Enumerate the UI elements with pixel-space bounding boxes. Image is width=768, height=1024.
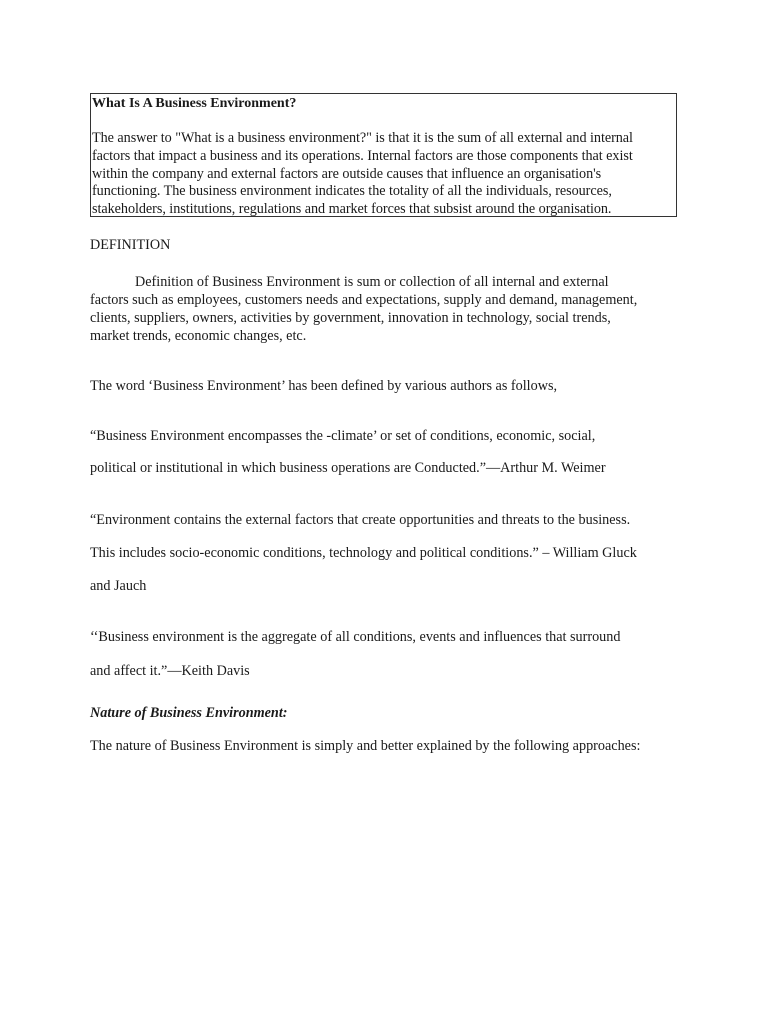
intro-box-line: factors that impact a business and its operations. Internal factors are those components that exist (92, 147, 633, 164)
intro-box-line: within the company and external factors are outside causes that influence an organisation's (92, 165, 602, 182)
intro-box (90, 93, 677, 217)
quote-davis-line-2: and affect it.”—Keith Davis (90, 663, 250, 679)
nature-body: The nature of Business Environment is simply and better explained by the following approaches: (90, 738, 641, 754)
definition-line: market trends, economic changes, etc. (90, 328, 307, 344)
quote-davis-line-1: ‘‘Business environment is the aggregate of all conditions, events and influences that surround (90, 629, 621, 645)
quote-weimer-line-1: “Business Environment encompasses the -climate’ or set of conditions, economic, social, (90, 428, 596, 444)
quote-weimer-line-2: political or institutional in which business operations are Conducted.”—Arthur M. Weimer (90, 460, 606, 476)
intro-box-line: stakeholders, institutions, regulations and market forces that subsist around the organisation. (92, 201, 612, 218)
quote-gluck-line-3: and Jauch (90, 578, 147, 594)
quote-gluck-line-1: “Environment contains the external factors that create opportunities and threats to the business. (90, 512, 631, 528)
intro-box-body (92, 130, 676, 219)
definition-line: factors such as employees, customers needs and expectations, supply and demand, management, (90, 292, 638, 308)
intro-box-line: The answer to "What is a business environment?" is that it is the sum of all external and internal (92, 130, 633, 146)
nature-heading: Nature of Business Environment: (90, 705, 288, 721)
word-definition-intro: The word ‘Business Environment’ has been defined by various authors as follows, (90, 378, 558, 394)
intro-box-line: functioning. The business environment indicates the totality of all the individuals, resources, (92, 183, 612, 200)
definition-body (90, 273, 637, 345)
intro-box-title: What Is A Business Environment? (92, 96, 297, 111)
quote-gluck-line-2: This includes socio-economic conditions, technology and political conditions.” – William Gluck (90, 545, 637, 561)
definition-heading: DEFINITION (90, 237, 171, 253)
definition-line: clients, suppliers, owners, activities by government, innovation in technology, social trends, (90, 310, 611, 326)
definition-line: Definition of Business Environment is sum or collection of all internal and external (135, 274, 609, 290)
